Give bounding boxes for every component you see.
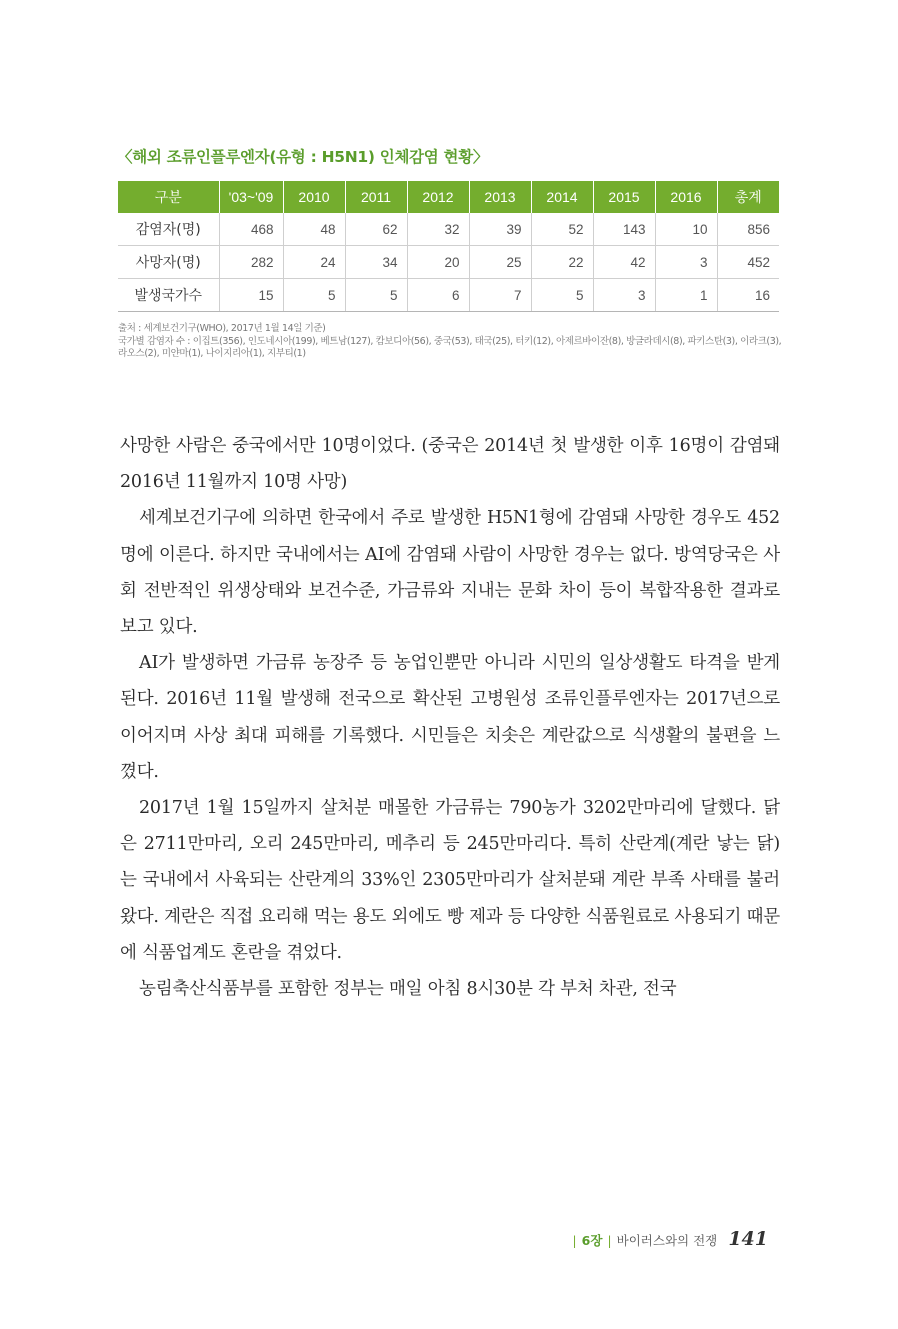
page-number: 141 [728, 1228, 768, 1250]
paragraph: 농림축산식품부를 포함한 정부는 매일 아침 8시30분 각 부처 차관, 전국 [139, 979, 677, 1000]
table-cell: 5 [531, 279, 593, 312]
row-label: 사망자(명) [118, 246, 219, 279]
table-row [118, 246, 779, 279]
footer-separator: | [572, 1234, 577, 1248]
header-cell: 2012 [407, 181, 469, 213]
table-cell: 7 [469, 279, 531, 312]
table-cell: 5 [345, 279, 407, 312]
paragraph: AI가 발생하면 가금류 농장주 등 농업인뿐만 아니라 시민의 일상생활도 타격을 받게 된다. 2016년 11월 발생해 전국으로 확산된 고병원성 조류인플루엔자는 2017년으로 이어지며 사상 최대 피해를 기록했다. 시민들은 치솟은 계란값으로 식생활의 불편을 느꼈다. [120, 653, 780, 782]
table-cell: 20 [407, 246, 469, 279]
table-cell: 282 [219, 246, 283, 279]
table-cell: 42 [593, 246, 655, 279]
table-cell: 1 [655, 279, 717, 312]
header-cell: 2011 [345, 181, 407, 213]
table-cell: 34 [345, 246, 407, 279]
table-row [118, 279, 779, 312]
table-cell: 25 [469, 246, 531, 279]
source-note: 출처 : 세계보건기구(WHO), 2017년 1월 14일 기준) [118, 323, 326, 334]
country-note: 국가별 감염자 수 : 이집트(356), 인도네시아(199), 베트남(127), 캄보디아(56), 중국(53), 태국(25), 터키(12), 아제르바이잔(8), 방글라데시(8), 파키스탄(3), 이라크(3), 라오스(2), 미얀마(1), 나이지리아(1), 지부티(1) [118, 335, 782, 359]
body-text [120, 428, 780, 1007]
table-cell: 22 [531, 246, 593, 279]
row-label: 감염자(명) [118, 213, 219, 246]
paragraph: 사망한 사람은 중국에서만 10명이었다. (중국은 2014년 첫 발생한 이후 16명이 감염돼 2016년 11월까지 10명 사망) [120, 436, 780, 493]
table-cell: 3 [655, 246, 717, 279]
header-cell: 2013 [469, 181, 531, 213]
table-header-row [118, 181, 779, 213]
header-cell: 2014 [531, 181, 593, 213]
table-row [118, 213, 779, 246]
footer-chapter: 6장 [581, 1233, 603, 1248]
table-cell: 452 [717, 246, 779, 279]
header-cell: '03~'09 [219, 181, 283, 213]
table-cell: 62 [345, 213, 407, 246]
table-cell: 24 [283, 246, 345, 279]
paragraph: 2017년 1월 15일까지 살처분 매몰한 가금류는 790농가 3202만마리에 달했다. 닭은 2711만마리, 오리 245만마리, 메추리 등 245만마리다. 특히 산란계(계란 낳는 닭)는 국내에서 사육되는 산란계의 33%인 2305만마리가 살처분돼 계란 부족 사태를 불러왔다. 계란은 직접 요리해 먹는 용도 외에도 빵 제과 등 다양한 식품원료로 사용되기 때문에 식품업계도 혼란을 겪었다. [120, 798, 780, 963]
table-cell: 856 [717, 213, 779, 246]
paragraph: 세계보건기구에 의하면 한국에서 주로 발생한 H5N1형에 감염돼 사망한 경우도 452명에 이른다. 하지만 국내에서는 AI에 감염돼 사람이 사망한 경우는 없다. 방역당국은 사회 전반적인 위생상태와 보건수준, 가금류와 지내는 문화 차이 등이 복합작용한 결과로 보고 있다. [120, 508, 780, 638]
footer-separator: | [607, 1234, 612, 1248]
table-title: 〈해외 조류인플루엔자(유형 : H5N1) 인체감염 현황〉 [117, 148, 489, 166]
table-cell: 6 [407, 279, 469, 312]
table-cell: 10 [655, 213, 717, 246]
table-cell: 39 [469, 213, 531, 246]
header-cell: 2016 [655, 181, 717, 213]
table-cell: 15 [219, 279, 283, 312]
table-cell: 32 [407, 213, 469, 246]
page-footer [0, 1228, 768, 1250]
table-cell: 52 [531, 213, 593, 246]
table-cell: 468 [219, 213, 283, 246]
table-cell: 143 [593, 213, 655, 246]
table-cell: 3 [593, 279, 655, 312]
table-cell: 48 [283, 213, 345, 246]
table-cell: 5 [283, 279, 345, 312]
header-cell: 2015 [593, 181, 655, 213]
header-cell: 구분 [118, 181, 219, 213]
row-label: 발생국가수 [118, 279, 219, 312]
infection-table [118, 181, 779, 312]
header-cell: 총계 [717, 181, 779, 213]
table-cell: 16 [717, 279, 779, 312]
footer-title: 바이러스와의 전쟁 [616, 1233, 718, 1248]
table-notes [118, 323, 788, 361]
header-cell: 2010 [283, 181, 345, 213]
